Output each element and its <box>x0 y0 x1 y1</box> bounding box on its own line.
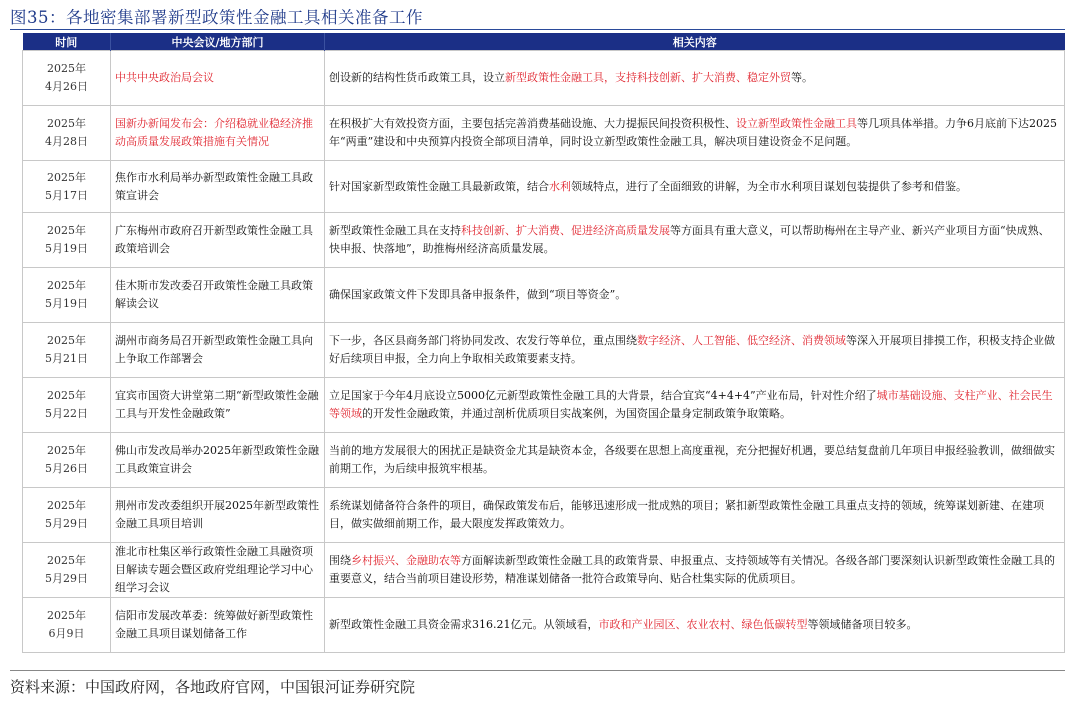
row-content <box>325 51 1065 106</box>
content-text: 等深入开展项目排摸工作，积极支持企业做好后续项目申报，全力向上争取相关政策要素支持。 <box>329 334 1055 365</box>
table-row <box>23 488 1065 543</box>
row-content <box>325 598 1065 653</box>
row-date <box>23 488 111 543</box>
header-dept: 中央会议/地方部门 <box>111 33 325 51</box>
row-date <box>23 213 111 268</box>
content-text: 领域特点，进行了全面细致的讲解，为全市水利项目谋划包装提供了参考和借鉴。 <box>571 179 967 193</box>
table-row <box>23 51 1065 106</box>
dept-text: 信阳市发展改革委：统筹做好新型政策性金融工具项目谋划储备工作 <box>115 609 313 640</box>
row-date <box>23 323 111 378</box>
table-body <box>23 51 1065 653</box>
table-row <box>23 378 1065 433</box>
date-line: 2025年 <box>47 117 86 130</box>
row-content <box>325 323 1065 378</box>
row-dept <box>111 488 325 543</box>
date-line: 2025年 <box>47 444 86 457</box>
content-text: 新型政策性金融工具在支持 <box>329 224 461 237</box>
date-line: 5月17日 <box>45 188 88 202</box>
date-line: 5月26日 <box>45 462 88 475</box>
date-line: 5月19日 <box>45 297 88 310</box>
row-date <box>23 543 111 598</box>
row-dept <box>111 378 325 433</box>
date-line: 2025年 <box>47 170 86 184</box>
content-text: 等领域储备项目较多。 <box>807 618 918 631</box>
highlighted-text: 城市基础设施、支柱产业、社会民生等领域 <box>329 389 1053 420</box>
table-row <box>23 543 1065 598</box>
table-row <box>23 433 1065 488</box>
source-note: 资料来源：中国政府网，各地政府官网，中国银河证券研究院 <box>10 678 416 696</box>
dept-text: 淮北市杜集区举行政策性金融工具融资项目解读专题会暨区政府党组理论学习中心组学习会议 <box>115 545 313 594</box>
table-row <box>23 598 1065 653</box>
dept-text: 宜宾市国资大讲堂第二期“新型政策性金融工具与开发性金融政策” <box>115 389 319 420</box>
date-line: 2025年 <box>47 334 86 347</box>
row-dept <box>111 433 325 488</box>
row-dept <box>111 161 325 213</box>
date-line: 2025年 <box>47 279 86 292</box>
table-row <box>23 106 1065 161</box>
content-text: 方面解读新型政策性金融工具的政策背景、申报重点、支持领域等有关情况。各级各部门要深刻认识新型政策性金融工具的重要意义，结合当前项目建设形势，精准谋划储备一批符合政策导向、贴合杜集实际的优质项目。 <box>329 554 1055 585</box>
date-line: 2025年 <box>47 389 86 402</box>
table-row <box>23 213 1065 268</box>
table-row <box>23 161 1065 213</box>
row-content <box>325 378 1065 433</box>
content-text: 系统谋划储备符合条件的项目，确保政策发布后，能够迅速形成一批成熟的项目；紧扣新型政策性金融工具重点支持的领域，统筹谋划新建、在建项目，做实做细前期工作，最大限度发挥政策效力。 <box>329 499 1044 530</box>
row-dept <box>111 51 325 106</box>
date-line: 2025年 <box>47 554 86 567</box>
table-row <box>23 323 1065 378</box>
dept-text: 广东梅州市政府召开新型政策性金融工具政策培训会 <box>115 224 313 255</box>
date-line: 2025年 <box>47 609 86 622</box>
row-date <box>23 106 111 161</box>
content-text: 在积极扩大有效投资方面，主要包括完善消费基础设施、大力提振民间投资积极性、 <box>329 117 736 130</box>
date-line: 2025年 <box>47 62 86 75</box>
date-line: 2025年 <box>47 224 86 237</box>
row-date <box>23 378 111 433</box>
content-text: 创设新的结构性货币政策工具，设立 <box>329 71 505 84</box>
highlighted-text: 市政和产业园区、农业农村、绿色低碳转型 <box>598 618 808 631</box>
title-divider <box>10 29 1065 30</box>
date-line: 4月28日 <box>45 135 88 148</box>
content-text: 针对国家新型政策性金融工具最新政策，结合 <box>329 179 549 193</box>
dept-text: 焦作市水利局举办新型政策性金融工具政策宣讲会 <box>115 170 313 202</box>
highlighted-text: 水利 <box>549 179 571 193</box>
date-line: 4月26日 <box>45 80 88 93</box>
table-header-row <box>23 33 1065 51</box>
dept-text: 国新办新闻发布会：介绍稳就业稳经济推动高质量发展政策措施有关情况 <box>115 117 313 148</box>
date-line: 5月22日 <box>45 407 88 420</box>
content-text: 当前的地方发展很大的困扰正是缺资金尤其是缺资本金，各级要在思想上高度重视，充分把握好机遇，要总结复盘前几年项目申报经验教训，做细做实前期工作，为后续申报筑牢根基。 <box>329 444 1055 475</box>
content-text: 围绕 <box>329 554 351 567</box>
highlighted-text: 新型政策性金融工具，支持科技创新、扩大消费、稳定外贸 <box>505 71 791 84</box>
date-line: 5月29日 <box>45 572 88 585</box>
dept-text: 佳木斯市发改委召开政策性金融工具政策解读会议 <box>115 279 313 310</box>
date-line: 5月29日 <box>45 517 88 530</box>
dept-text: 荆州市发改委组织开展2025年新型政策性金融工具项目培训 <box>115 499 319 530</box>
row-content <box>325 268 1065 323</box>
content-text: 等方面具有重大意义，可以帮助梅州在主导产业、新兴产业项目方面“快成熟、快申报、快落地”，助推梅州经济高质量发展。 <box>329 224 1050 255</box>
date-line: 6月9日 <box>48 627 85 640</box>
row-content <box>325 106 1065 161</box>
content-text: 立足国家于今年4月底设立5000亿元新型政策性金融工具的大背景，结合宜宾“4+4+4”产业布局，针对性介绍了 <box>329 389 877 402</box>
row-content <box>325 161 1065 213</box>
figure-title: 图35：各地密集部署新型政策性金融工具相关准备工作 <box>10 8 423 27</box>
content-text: 确保国家政策文件下发即具备申报条件，做到“项目等资金”。 <box>329 288 627 301</box>
row-dept <box>111 213 325 268</box>
row-dept <box>111 106 325 161</box>
content-text: 等。 <box>791 71 813 84</box>
date-line: 5月21日 <box>45 352 88 365</box>
row-date <box>23 51 111 106</box>
header-content: 相关内容 <box>325 33 1065 51</box>
row-date <box>23 598 111 653</box>
row-content <box>325 213 1065 268</box>
date-line: 5月19日 <box>45 242 88 255</box>
row-content <box>325 433 1065 488</box>
row-dept <box>111 323 325 378</box>
row-content <box>325 543 1065 598</box>
content-text: 下一步，各区县商务部门将协同发改、农发行等单位，重点围绕 <box>329 334 637 347</box>
highlighted-text: 乡村振兴、金融助农等 <box>351 554 461 567</box>
dept-text: 中共中央政治局会议 <box>115 71 214 84</box>
row-date <box>23 161 111 213</box>
row-dept <box>111 268 325 323</box>
highlighted-text: 数字经济、人工智能、低空经济、消费领域 <box>637 334 846 347</box>
highlighted-text: 设立新型政策性金融工具 <box>736 117 857 130</box>
row-content <box>325 488 1065 543</box>
content-text: 新型政策性金融工具资金需求316.21亿元。从领域看， <box>329 618 599 631</box>
row-dept <box>111 543 325 598</box>
table-row <box>23 268 1065 323</box>
footer-divider <box>10 670 1065 671</box>
content-text: 等几项具体举措。力争6月底前下达2025年“两重”建设和中央预算内投资全部项目清单，同时设立新型政策性金融工具，解决项目建设资金不足问题。 <box>329 117 1057 148</box>
dept-text: 湖州市商务局召开新型政策性金融工具向上争取工作部署会 <box>115 334 313 365</box>
date-line: 2025年 <box>47 499 86 512</box>
dept-text: 佛山市发改局举办2025年新型政策性金融工具政策宣讲会 <box>115 444 319 475</box>
content-text: 的开发性金融政策，并通过剖析优质项目实战案例，为国资国企量身定制政策争取策略。 <box>362 407 791 420</box>
row-date <box>23 268 111 323</box>
row-date <box>23 433 111 488</box>
header-date: 时间 <box>23 33 111 51</box>
highlighted-text: 科技创新、扩大消费、促进经济高质量发展 <box>461 224 670 237</box>
policy-table <box>22 33 1065 653</box>
row-dept <box>111 598 325 653</box>
